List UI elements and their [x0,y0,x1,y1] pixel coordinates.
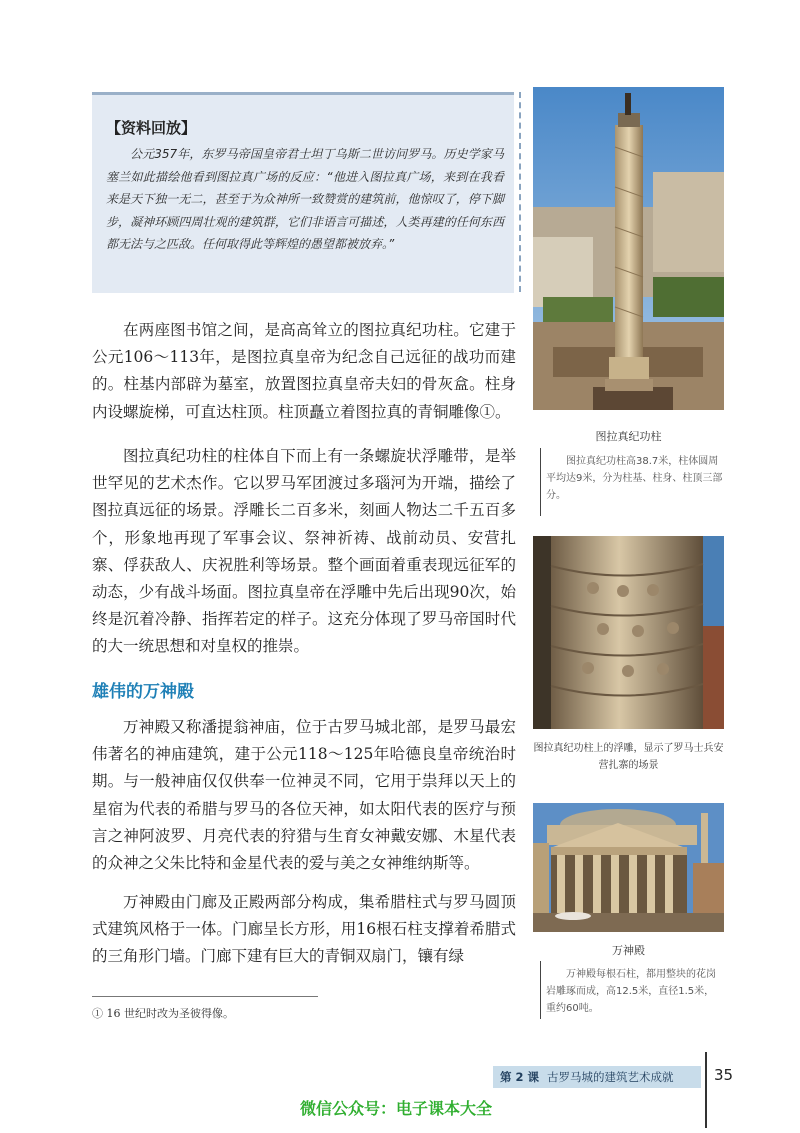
trajan-column-relief-photo [533,536,724,729]
info-box-title: 【资料回放】 [106,119,197,137]
paragraph-pantheon-structure: 万神殿由门廊及正殿两部分构成，集希腊柱式与罗马圆顶式建筑风格于一体。门廊呈长方形，用16根石柱支撑着希腊式的三角形门墙。门廊下建有巨大的青铜双扇门，镶有绿 [92,893,516,966]
footnote: ① 16 世纪时改为圣彼得像。 [92,1007,234,1020]
footer-lesson-title: 古罗马城的建筑艺术成就 [547,1070,674,1084]
page-number: 35 [714,1066,734,1084]
info-box-text: 公元357年，东罗马帝国皇帝君士坦丁乌斯二世访问罗马。历史学家马塞兰如此描绘他看到图拉真广场的反应：“他进入图拉真广场，来到在我看来是天下独一无二，甚至于为众神所一致赞赏的建筑前，他惊叹了，停下脚步，凝神环顾四周壮观的建筑群，它们非语言可描述，人类再建的任何东西都无法与之匹敌。任何取得此等辉煌的愚望都被放弃。” [106,147,504,251]
page-number-rule [705,1052,707,1128]
footnote-rule [92,996,318,997]
pantheon-caption-title: 万神殿 [612,944,645,957]
paragraph-pantheon-intro: 万神殿又称潘提翁神庙，位于古罗马城北部，是罗马最宏伟著名的神庙建筑，建于公元118～125年哈德良皇帝统治时期。与一般神庙仅仅供奉一位神灵不同，它用于祟拜以天上的星宿为代表的希腊与罗马的各位天神，如太阳代表的医疗与预言之神阿波罗、月亮代表的狩猎与生育女神戴安娜、木星代表的众神之父朱比特和金星代表的爱与美之女神维纳斯等。 [92,718,516,873]
paragraph-trajan-column-relief: 图拉真纪功柱的柱体自下而上有一条螺旋状浮雕带，是举世罕见的艺术杰作。它以罗马军团渡过多瑙河为开端，描绘了图拉真远征的场景。浮雕长二百多米，刻画人物达二千五百多个，形象地再现了军事会议、祭神祈祷、战前动员、安营扎寨、俘获敌人、庆祝胜利等场景。整个画面着重表现远征军的动态，少有战斗场面。图拉真皇帝在浮雕中先后出现90次，始终是沉着冷静、指挥若定的样子。这充分体现了罗马帝国时代的大一统思想和对皇权的推崇。 [92,447,516,656]
section-heading-pantheon: 雄伟的万神殿 [92,682,194,702]
footer-lesson-label [500,1069,674,1085]
relief-caption-text: 图拉真纪功柱上的浮雕，显示了罗马士兵安营扎寨的场景 [533,743,724,771]
pantheon-caption-text: 万神殿每根石柱，都用整块的花岗岩雕琢而成，高12.5米，直径1.5米，重约60吨。 [546,969,716,1014]
pantheon-photo [533,803,724,932]
trajan-column-caption-title: 图拉真纪功柱 [595,430,662,443]
trajan-column-photo [533,87,724,410]
info-box-dashed-border [519,92,521,292]
caption-pointer-line [540,448,541,516]
footer-lesson-number: 第 2 课 [500,1070,540,1084]
caption-pointer-line [540,961,541,1019]
watermark: 微信公众号：电子课本大全 [300,1099,493,1118]
paragraph-trajan-column-intro: 在两座图书馆之间，是高高耸立的图拉真纪功柱。它建于公元106～113年，是图拉真皇帝为纪念自己远征的战功而建的。柱基内部辟为墓室，放置图拉真皇帝夫妇的骨灰盒。柱身内设螺旋梯，可直达柱顶。柱顶矗立着图拉真的青铜雕像①。 [92,321,516,421]
trajan-column-caption-text: 图拉真纪功柱高38.7米，柱体圆周平均达9米，分为柱基、柱身、柱顶三部分。 [546,456,723,501]
